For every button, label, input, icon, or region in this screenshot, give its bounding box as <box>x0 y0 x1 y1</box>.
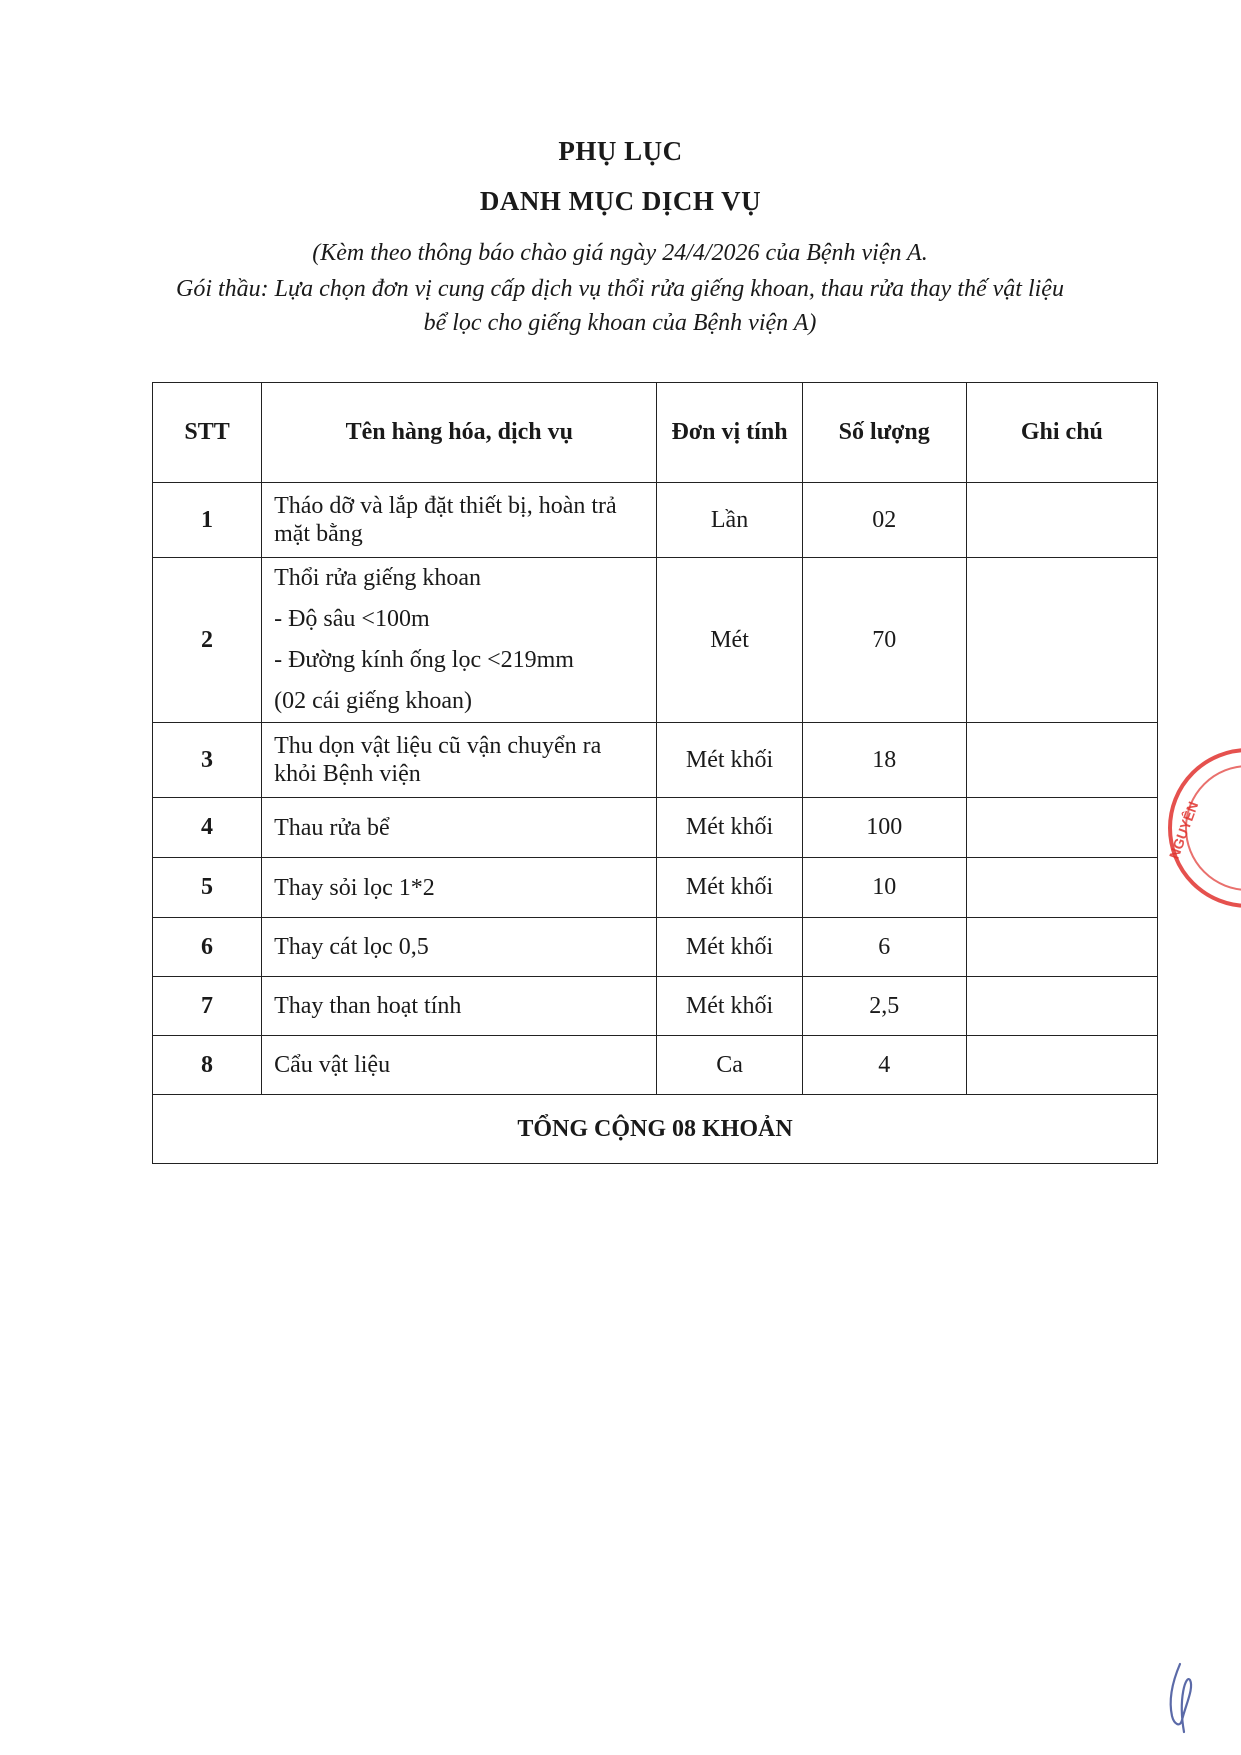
stamp-text: NGUYÊN <box>1165 799 1202 862</box>
cell-name <box>262 918 657 977</box>
total-label: TỔNG CỘNG 08 KHOẢN <box>153 1095 1158 1164</box>
cell-stt: 7 <box>153 977 262 1036</box>
cell-name-line: mặt bằng <box>274 521 363 547</box>
cell-name <box>262 977 657 1036</box>
cell-stt: 2 <box>153 558 262 723</box>
cell-unit: Mét khối <box>657 798 802 858</box>
cell-note <box>966 483 1157 558</box>
header-name: Tên hàng hóa, dịch vụ <box>262 383 657 483</box>
total-row <box>153 1095 1158 1164</box>
header-note: Ghi chú <box>966 383 1157 483</box>
document-title: PHỤ LỤC <box>558 136 683 166</box>
table-row <box>153 723 1158 798</box>
cell-qty: 6 <box>802 918 966 977</box>
cell-name-line: Thau rửa bể <box>274 814 390 841</box>
cell-name-line: Thổi rửa giếng khoan <box>274 565 482 591</box>
header-unit: Đơn vị tính <box>657 383 802 483</box>
cell-qty: 4 <box>802 1036 966 1095</box>
cell-name <box>262 723 657 798</box>
attachment-note-line-3: bể lọc cho giếng khoan của Bệnh viện A) <box>423 310 817 336</box>
cell-note <box>966 558 1157 723</box>
table-row <box>153 858 1158 918</box>
cell-unit: Mét khối <box>657 858 802 918</box>
cell-name-line: Cẩu vật liệu <box>274 1052 391 1078</box>
cell-name-line: Thay cát lọc 0,5 <box>274 934 429 960</box>
cell-name-line: Thay than hoạt tính <box>274 993 462 1019</box>
cell-qty: 02 <box>802 483 966 558</box>
service-table <box>152 382 1158 1164</box>
cell-unit: Mét khối <box>657 977 802 1036</box>
document-subtitle: DANH MỤC DỊCH VỤ <box>479 186 762 216</box>
cell-note <box>966 1036 1157 1095</box>
cell-unit: Mét khối <box>657 723 802 798</box>
red-seal-stamp <box>1148 748 1241 908</box>
table-row <box>153 483 1158 558</box>
header-stt: STT <box>153 383 262 483</box>
cell-stt: 6 <box>153 918 262 977</box>
table-header-row <box>153 383 1158 483</box>
cell-stt: 1 <box>153 483 262 558</box>
attachment-note-line-2: Gói thầu: Lựa chọn đơn vị cung cấp dịch vụ thổi rửa giếng khoan, thau rửa thay thế vật liệu <box>176 276 1064 302</box>
cell-name-line: (02 cái giếng khoan) <box>274 688 473 714</box>
cell-name-line: Tháo dỡ và lắp đặt thiết bị, hoàn trả <box>274 493 617 519</box>
cell-stt: 4 <box>153 798 262 858</box>
table-row <box>153 977 1158 1036</box>
cell-name <box>262 558 657 723</box>
cell-name-line: Thay sỏi lọc 1*2 <box>274 874 435 901</box>
signature-mark <box>1160 1658 1202 1738</box>
cell-name <box>262 858 657 918</box>
cell-stt: 8 <box>153 1036 262 1095</box>
cell-name-line: khỏi Bệnh viện <box>274 761 421 787</box>
cell-note <box>966 858 1157 918</box>
cell-unit: Ca <box>657 1036 802 1095</box>
cell-qty: 70 <box>802 558 966 723</box>
cell-name <box>262 483 657 558</box>
cell-note <box>966 977 1157 1036</box>
cell-name-line: - Độ sâu <100m <box>274 606 430 632</box>
cell-name <box>262 1036 657 1095</box>
cell-note <box>966 798 1157 858</box>
cell-qty: 2,5 <box>802 977 966 1036</box>
cell-qty: 18 <box>802 723 966 798</box>
cell-unit: Mét khối <box>657 918 802 977</box>
cell-note <box>966 918 1157 977</box>
cell-note <box>966 723 1157 798</box>
cell-unit: Lần <box>657 483 802 558</box>
header-qty: Số lượng <box>802 383 966 483</box>
cell-stt: 5 <box>153 858 262 918</box>
cell-qty: 10 <box>802 858 966 918</box>
cell-unit: Mét <box>657 558 802 723</box>
cell-name <box>262 798 657 858</box>
table-row <box>153 918 1158 977</box>
table-row <box>153 558 1158 723</box>
cell-name-line: - Đường kính ống lọc <219mm <box>274 647 574 673</box>
cell-stt: 3 <box>153 723 262 798</box>
cell-qty: 100 <box>802 798 966 858</box>
table-row <box>153 798 1158 858</box>
cell-name-line: Thu dọn vật liệu cũ vận chuyển ra <box>274 733 602 759</box>
table-row <box>153 1036 1158 1095</box>
attachment-note-line-1: (Kèm theo thông báo chào giá ngày 24/4/2026 của Bệnh viện A. <box>312 240 928 266</box>
